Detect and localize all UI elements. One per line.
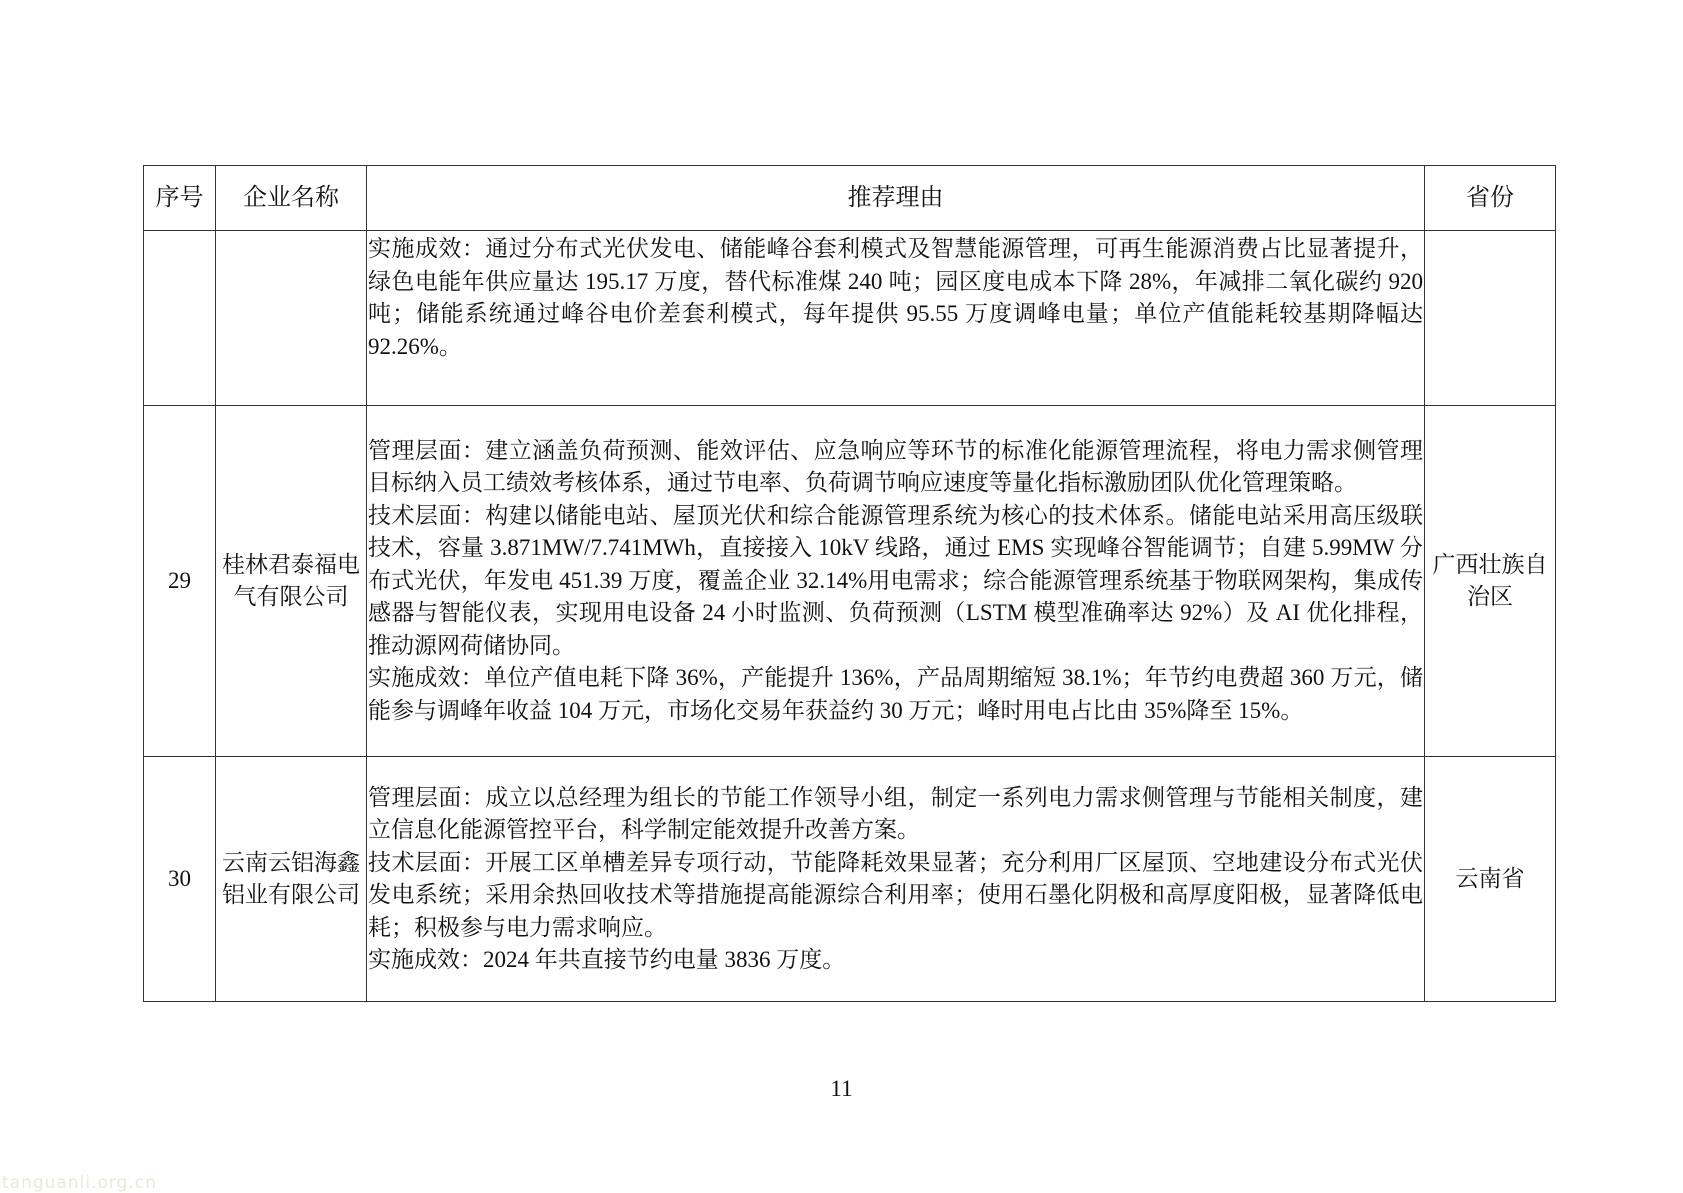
row-company: 云南云铝海鑫铝业有限公司 [216, 757, 367, 1002]
reason-paragraph: 管理层面：成立以总经理为组长的节能工作领导小组，制定一系列电力需求侧管理与节能相关制度，建立信息化能源管控平台，科学制定能效提升改善方案。 [368, 784, 1423, 842]
row-province: 广西壮族自治区 [1425, 406, 1556, 757]
page-number: 11 [830, 1076, 853, 1101]
row-company [216, 231, 367, 406]
row-province: 云南省 [1425, 757, 1556, 1002]
reason-paragraph: 技术层面：构建以储能电站、屋顶光伏和综合能源管理系统为核心的技术体系。储能电站采用高压级联技术，容量 3.871MW/7.741MWh，直接接入 10kV 线路，通过 EMS 实现峰谷智能调节；自建 5.99MW 分布式光伏，年发电 451.39 万度，覆盖企业 32.14%用电需求；综合能源管理系统基于物联网架构，集成传感器与智能仪表，实现用电设备 24 小时监测、负荷预测（LSTM 模型准确率达 92%）及 AI 优化排程，推动源网荷储协同。 [368, 502, 1423, 658]
reason-paragraph: 实施成效：单位产值电耗下降 36%，产能提升 136%，产品周期缩短 38.1%；年节约电费超 360 万元，储能参与调峰年收益 104 万元，市场化交易年获益约 30 万元；峰时用电占比由 35%降至 15%。 [368, 665, 1423, 723]
row-reason [367, 231, 1425, 406]
row-index [144, 231, 216, 406]
table-row [144, 757, 1556, 1002]
reason-paragraph: 实施成效：通过分布式光伏发电、储能峰谷套利模式及智慧能源管理，可再生能源消费占比显著提升，绿色电能年供应量达 195.17 万度，替代标准煤 240 吨；园区度电成本下降 28%，年减排二氧化碳约 920 吨；储能系统通过峰谷电价差套利模式，每年提供 95.55 万度调峰电量；单位产值能耗较基期降幅达 92.26%。 [368, 236, 1423, 359]
watermark: tanguanli.org.cn [2, 1173, 157, 1193]
row-company: 桂林君泰福电气有限公司 [216, 406, 367, 757]
table-row [144, 406, 1556, 757]
header-reason: 推荐理由 [367, 166, 1425, 231]
row-province [1425, 231, 1556, 406]
header-index: 序号 [144, 166, 216, 231]
row-reason [367, 406, 1425, 757]
row-index: 30 [144, 757, 216, 1002]
table-header-row [144, 166, 1556, 231]
reason-paragraph: 技术层面：开展工区单槽差异专项行动，节能降耗效果显著；充分利用厂区屋顶、空地建设分布式光伏发电系统；采用余热回收技术等措施提高能源综合利用率；使用石墨化阴极和高厚度阳极，显著降低电耗；积极参与电力需求响应。 [368, 849, 1423, 940]
recommendation-table [143, 165, 1556, 1002]
header-company: 企业名称 [216, 166, 367, 231]
reason-paragraph: 实施成效：2024 年共直接节约电量 3836 万度。 [368, 947, 846, 972]
reason-paragraph: 管理层面：建立涵盖负荷预测、能效评估、应急响应等环节的标准化能源管理流程，将电力需求侧管理目标纳入员工绩效考核体系，通过节电率、负荷调节响应速度等量化指标激励团队优化管理策略。 [368, 437, 1423, 496]
header-province: 省份 [1425, 166, 1556, 231]
table-row [144, 231, 1556, 406]
row-reason [367, 757, 1425, 1002]
row-index: 29 [144, 406, 216, 757]
